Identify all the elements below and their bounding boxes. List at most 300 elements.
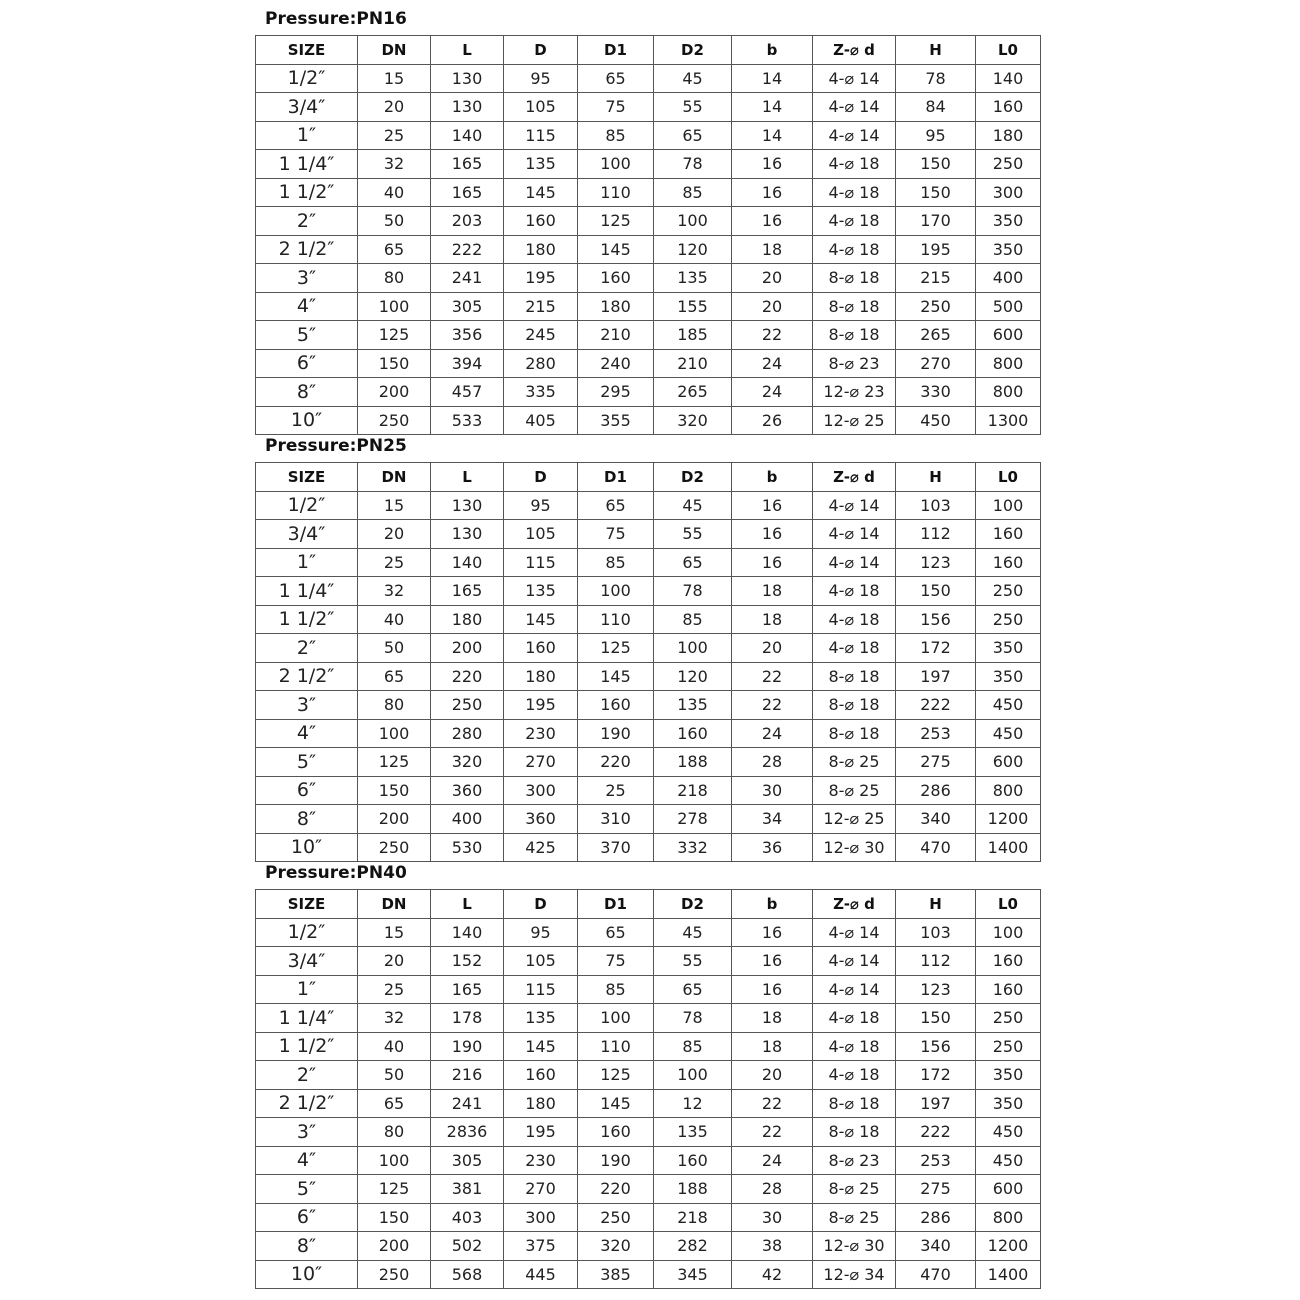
cell-d2: 188 (654, 1175, 732, 1204)
cell-b: 24 (732, 719, 813, 748)
cell-l: 152 (431, 947, 504, 976)
cell-size: 5″ (256, 321, 358, 350)
cell-l0: 1200 (976, 1232, 1041, 1261)
cell-dn: 15 (358, 491, 431, 520)
cell-d1: 160 (578, 691, 654, 720)
column-header-d: D (504, 36, 578, 65)
cell-d2: 185 (654, 321, 732, 350)
table-header-row (256, 463, 1041, 492)
cell-b: 16 (732, 520, 813, 549)
cell-b: 20 (732, 634, 813, 663)
cell-d: 115 (504, 548, 578, 577)
cell-h: 250 (896, 292, 976, 321)
cell-d1: 110 (578, 1032, 654, 1061)
cell-d2: 120 (654, 235, 732, 264)
cell-h: 103 (896, 491, 976, 520)
section-title: Pressure:PN25 (265, 436, 407, 456)
cell-d2: 45 (654, 491, 732, 520)
cell-d2: 100 (654, 207, 732, 236)
column-header-l0: L0 (976, 463, 1041, 492)
cell-l0: 600 (976, 321, 1041, 350)
cell-h: 340 (896, 1232, 976, 1261)
cell-d1: 145 (578, 1089, 654, 1118)
column-header-d2: D2 (654, 463, 732, 492)
cell-h: 156 (896, 1032, 976, 1061)
cell-d1: 145 (578, 662, 654, 691)
column-header-dn: DN (358, 463, 431, 492)
table-row (256, 93, 1041, 122)
cell-size: 8″ (256, 805, 358, 834)
cell-b: 16 (732, 207, 813, 236)
table-row (256, 947, 1041, 976)
cell-size: 4″ (256, 1146, 358, 1175)
table-row (256, 548, 1041, 577)
cell-z-d: 8-⌀ 18 (813, 1089, 896, 1118)
cell-size: 10″ (256, 833, 358, 862)
table-row (256, 918, 1041, 947)
cell-d2: 332 (654, 833, 732, 862)
cell-d2: 55 (654, 520, 732, 549)
cell-d: 195 (504, 691, 578, 720)
cell-z-d: 4-⌀ 14 (813, 121, 896, 150)
cell-dn: 65 (358, 1089, 431, 1118)
cell-l: 530 (431, 833, 504, 862)
cell-z-d: 4-⌀ 14 (813, 918, 896, 947)
table-row (256, 207, 1041, 236)
table-row (256, 150, 1041, 179)
cell-size: 3/4″ (256, 93, 358, 122)
cell-d1: 190 (578, 719, 654, 748)
column-header-d1: D1 (578, 36, 654, 65)
table-row (256, 292, 1041, 321)
cell-z-d: 8-⌀ 18 (813, 321, 896, 350)
cell-h: 286 (896, 1203, 976, 1232)
cell-l: 403 (431, 1203, 504, 1232)
cell-b: 26 (732, 406, 813, 435)
cell-d1: 110 (578, 178, 654, 207)
cell-z-d: 4-⌀ 14 (813, 947, 896, 976)
cell-d: 145 (504, 605, 578, 634)
cell-l: 381 (431, 1175, 504, 1204)
cell-l0: 450 (976, 1146, 1041, 1175)
cell-l0: 800 (976, 349, 1041, 378)
cell-l: 222 (431, 235, 504, 264)
cell-l: 200 (431, 634, 504, 663)
cell-d1: 125 (578, 634, 654, 663)
cell-d2: 78 (654, 577, 732, 606)
table-row (256, 349, 1041, 378)
cell-h: 170 (896, 207, 976, 236)
column-header-b: b (732, 36, 813, 65)
cell-b: 18 (732, 605, 813, 634)
column-header-size: SIZE (256, 36, 358, 65)
column-header-dn: DN (358, 36, 431, 65)
cell-d2: 45 (654, 64, 732, 93)
column-header-z-d: Z-⌀ d (813, 890, 896, 919)
table-row (256, 121, 1041, 150)
cell-b: 20 (732, 292, 813, 321)
cell-size: 6″ (256, 1203, 358, 1232)
cell-dn: 50 (358, 634, 431, 663)
cell-l: 165 (431, 975, 504, 1004)
cell-d: 300 (504, 776, 578, 805)
cell-dn: 20 (358, 520, 431, 549)
cell-l: 140 (431, 918, 504, 947)
column-header-size: SIZE (256, 463, 358, 492)
cell-z-d: 8-⌀ 25 (813, 748, 896, 777)
cell-dn: 125 (358, 748, 431, 777)
cell-l0: 250 (976, 150, 1041, 179)
cell-d2: 155 (654, 292, 732, 321)
cell-d: 135 (504, 577, 578, 606)
cell-h: 215 (896, 264, 976, 293)
cell-size: 3/4″ (256, 947, 358, 976)
cell-d1: 355 (578, 406, 654, 435)
cell-size: 1/2″ (256, 491, 358, 520)
cell-dn: 80 (358, 1118, 431, 1147)
cell-l: 320 (431, 748, 504, 777)
cell-d1: 100 (578, 1004, 654, 1033)
cell-b: 38 (732, 1232, 813, 1261)
cell-d1: 125 (578, 1061, 654, 1090)
cell-h: 253 (896, 1146, 976, 1175)
cell-size: 2 1/2″ (256, 1089, 358, 1118)
cell-l0: 450 (976, 719, 1041, 748)
cell-d1: 25 (578, 776, 654, 805)
cell-dn: 20 (358, 93, 431, 122)
cell-d: 270 (504, 1175, 578, 1204)
cell-l: 130 (431, 520, 504, 549)
cell-l: 190 (431, 1032, 504, 1061)
cell-l0: 1400 (976, 1260, 1041, 1289)
cell-l0: 350 (976, 662, 1041, 691)
table-row (256, 1146, 1041, 1175)
cell-b: 30 (732, 1203, 813, 1232)
cell-h: 84 (896, 93, 976, 122)
column-header-l0: L0 (976, 36, 1041, 65)
cell-h: 172 (896, 634, 976, 663)
cell-b: 28 (732, 1175, 813, 1204)
cell-d: 230 (504, 719, 578, 748)
cell-l: 220 (431, 662, 504, 691)
cell-size: 1″ (256, 121, 358, 150)
cell-d2: 65 (654, 121, 732, 150)
cell-b: 16 (732, 975, 813, 1004)
cell-size: 1 1/2″ (256, 1032, 358, 1061)
cell-z-d: 8-⌀ 25 (813, 1203, 896, 1232)
column-header-z-d: Z-⌀ d (813, 463, 896, 492)
cell-d2: 55 (654, 93, 732, 122)
cell-l0: 350 (976, 235, 1041, 264)
cell-z-d: 8-⌀ 18 (813, 719, 896, 748)
column-header-z-d: Z-⌀ d (813, 36, 896, 65)
cell-d2: 100 (654, 1061, 732, 1090)
column-header-h: H (896, 36, 976, 65)
cell-l0: 350 (976, 1061, 1041, 1090)
cell-d1: 220 (578, 1175, 654, 1204)
cell-b: 36 (732, 833, 813, 862)
cell-z-d: 4-⌀ 18 (813, 577, 896, 606)
cell-h: 150 (896, 577, 976, 606)
cell-size: 1″ (256, 548, 358, 577)
cell-z-d: 12-⌀ 25 (813, 805, 896, 834)
cell-h: 150 (896, 150, 976, 179)
cell-h: 265 (896, 321, 976, 350)
column-header-l0: L0 (976, 890, 1041, 919)
cell-l: 241 (431, 1089, 504, 1118)
cell-d: 105 (504, 947, 578, 976)
cell-b: 24 (732, 349, 813, 378)
cell-b: 18 (732, 577, 813, 606)
table-row (256, 64, 1041, 93)
cell-l: 130 (431, 93, 504, 122)
table-row (256, 1061, 1041, 1090)
cell-b: 18 (732, 1004, 813, 1033)
cell-l0: 180 (976, 121, 1041, 150)
cell-size: 8″ (256, 1232, 358, 1261)
cell-d1: 310 (578, 805, 654, 834)
table-row (256, 520, 1041, 549)
column-header-d: D (504, 890, 578, 919)
cell-h: 470 (896, 1260, 976, 1289)
cell-size: 8″ (256, 378, 358, 407)
cell-d1: 385 (578, 1260, 654, 1289)
cell-dn: 125 (358, 321, 431, 350)
table-row (256, 1232, 1041, 1261)
column-header-d2: D2 (654, 36, 732, 65)
column-header-d: D (504, 463, 578, 492)
cell-d2: 55 (654, 947, 732, 976)
cell-l: 216 (431, 1061, 504, 1090)
cell-dn: 150 (358, 349, 431, 378)
cell-d: 280 (504, 349, 578, 378)
cell-d1: 210 (578, 321, 654, 350)
cell-size: 10″ (256, 1260, 358, 1289)
cell-z-d: 12-⌀ 30 (813, 1232, 896, 1261)
cell-d: 335 (504, 378, 578, 407)
cell-l0: 100 (976, 491, 1041, 520)
column-header-l: L (431, 890, 504, 919)
cell-d2: 160 (654, 719, 732, 748)
cell-l: 250 (431, 691, 504, 720)
cell-l0: 250 (976, 1004, 1041, 1033)
cell-l0: 250 (976, 605, 1041, 634)
cell-l0: 100 (976, 918, 1041, 947)
cell-size: 5″ (256, 1175, 358, 1204)
cell-z-d: 12-⌀ 25 (813, 406, 896, 435)
cell-size: 2 1/2″ (256, 235, 358, 264)
cell-d: 180 (504, 235, 578, 264)
cell-d2: 78 (654, 1004, 732, 1033)
cell-size: 6″ (256, 349, 358, 378)
cell-d1: 65 (578, 491, 654, 520)
column-header-b: b (732, 890, 813, 919)
cell-z-d: 8-⌀ 18 (813, 1118, 896, 1147)
column-header-size: SIZE (256, 890, 358, 919)
cell-d1: 240 (578, 349, 654, 378)
cell-d2: 45 (654, 918, 732, 947)
cell-dn: 250 (358, 1260, 431, 1289)
cell-d1: 295 (578, 378, 654, 407)
cell-size: 1/2″ (256, 64, 358, 93)
cell-size: 3″ (256, 264, 358, 293)
cell-d: 115 (504, 975, 578, 1004)
cell-z-d: 8-⌀ 18 (813, 292, 896, 321)
cell-d2: 85 (654, 605, 732, 634)
cell-d: 445 (504, 1260, 578, 1289)
cell-h: 222 (896, 691, 976, 720)
cell-l0: 450 (976, 691, 1041, 720)
column-header-d1: D1 (578, 463, 654, 492)
cell-l: 356 (431, 321, 504, 350)
cell-d: 300 (504, 1203, 578, 1232)
cell-dn: 80 (358, 264, 431, 293)
cell-d: 195 (504, 264, 578, 293)
cell-d2: 210 (654, 349, 732, 378)
cell-size: 2″ (256, 1061, 358, 1090)
cell-size: 3″ (256, 1118, 358, 1147)
cell-h: 340 (896, 805, 976, 834)
cell-d: 145 (504, 1032, 578, 1061)
cell-l: 457 (431, 378, 504, 407)
cell-z-d: 4-⌀ 14 (813, 975, 896, 1004)
cell-b: 18 (732, 235, 813, 264)
table-row (256, 1089, 1041, 1118)
cell-z-d: 4-⌀ 18 (813, 178, 896, 207)
cell-d2: 160 (654, 1146, 732, 1175)
cell-d: 160 (504, 207, 578, 236)
cell-d1: 180 (578, 292, 654, 321)
cell-l: 165 (431, 178, 504, 207)
cell-dn: 32 (358, 577, 431, 606)
cell-l0: 350 (976, 1089, 1041, 1118)
cell-dn: 15 (358, 64, 431, 93)
cell-size: 4″ (256, 719, 358, 748)
cell-h: 150 (896, 178, 976, 207)
cell-h: 270 (896, 349, 976, 378)
cell-l: 241 (431, 264, 504, 293)
section-title: Pressure:PN16 (265, 9, 407, 29)
cell-size: 3″ (256, 691, 358, 720)
cell-l: 360 (431, 776, 504, 805)
cell-size: 4″ (256, 292, 358, 321)
cell-z-d: 8-⌀ 25 (813, 1175, 896, 1204)
table-header-row (256, 36, 1041, 65)
cell-d2: 218 (654, 776, 732, 805)
table-row (256, 1203, 1041, 1232)
cell-dn: 15 (358, 918, 431, 947)
cell-l: 533 (431, 406, 504, 435)
cell-size: 6″ (256, 776, 358, 805)
cell-d2: 120 (654, 662, 732, 691)
cell-h: 197 (896, 1089, 976, 1118)
cell-dn: 150 (358, 776, 431, 805)
cell-l0: 160 (976, 520, 1041, 549)
cell-h: 123 (896, 975, 976, 1004)
cell-d: 375 (504, 1232, 578, 1261)
cell-d: 405 (504, 406, 578, 435)
cell-d1: 65 (578, 918, 654, 947)
cell-d1: 250 (578, 1203, 654, 1232)
cell-d1: 220 (578, 748, 654, 777)
cell-l: 180 (431, 605, 504, 634)
dimension-table (255, 462, 1041, 862)
cell-z-d: 4-⌀ 18 (813, 605, 896, 634)
cell-dn: 50 (358, 1061, 431, 1090)
cell-l0: 250 (976, 1032, 1041, 1061)
dimension-table (255, 889, 1041, 1289)
table-row (256, 1175, 1041, 1204)
cell-h: 172 (896, 1061, 976, 1090)
cell-l0: 400 (976, 264, 1041, 293)
cell-l: 305 (431, 1146, 504, 1175)
cell-d: 135 (504, 1004, 578, 1033)
cell-h: 222 (896, 1118, 976, 1147)
cell-dn: 200 (358, 805, 431, 834)
cell-d2: 282 (654, 1232, 732, 1261)
cell-h: 78 (896, 64, 976, 93)
cell-l: 178 (431, 1004, 504, 1033)
table-row (256, 378, 1041, 407)
cell-d: 180 (504, 662, 578, 691)
cell-d2: 135 (654, 1118, 732, 1147)
cell-b: 24 (732, 1146, 813, 1175)
cell-d: 360 (504, 805, 578, 834)
cell-h: 112 (896, 520, 976, 549)
cell-d2: 218 (654, 1203, 732, 1232)
cell-l0: 600 (976, 748, 1041, 777)
cell-l0: 1300 (976, 406, 1041, 435)
cell-h: 103 (896, 918, 976, 947)
table-row (256, 748, 1041, 777)
cell-d1: 100 (578, 577, 654, 606)
cell-l0: 250 (976, 577, 1041, 606)
cell-d: 95 (504, 64, 578, 93)
cell-z-d: 12-⌀ 34 (813, 1260, 896, 1289)
cell-b: 14 (732, 121, 813, 150)
cell-d2: 265 (654, 378, 732, 407)
cell-dn: 150 (358, 1203, 431, 1232)
column-header-dn: DN (358, 890, 431, 919)
cell-l0: 450 (976, 1118, 1041, 1147)
cell-d: 145 (504, 178, 578, 207)
cell-dn: 100 (358, 1146, 431, 1175)
cell-dn: 65 (358, 662, 431, 691)
cell-d: 270 (504, 748, 578, 777)
cell-z-d: 4-⌀ 18 (813, 235, 896, 264)
cell-dn: 25 (358, 121, 431, 150)
cell-l0: 160 (976, 947, 1041, 976)
cell-size: 2″ (256, 634, 358, 663)
cell-l: 203 (431, 207, 504, 236)
cell-d1: 110 (578, 605, 654, 634)
cell-l0: 160 (976, 93, 1041, 122)
cell-d: 230 (504, 1146, 578, 1175)
column-header-l: L (431, 36, 504, 65)
cell-size: 1 1/4″ (256, 150, 358, 179)
cell-d2: 345 (654, 1260, 732, 1289)
cell-l0: 600 (976, 1175, 1041, 1204)
cell-h: 112 (896, 947, 976, 976)
cell-dn: 100 (358, 292, 431, 321)
table-row (256, 691, 1041, 720)
cell-z-d: 8-⌀ 23 (813, 1146, 896, 1175)
cell-l: 130 (431, 491, 504, 520)
cell-b: 22 (732, 321, 813, 350)
cell-d1: 65 (578, 64, 654, 93)
cell-b: 14 (732, 93, 813, 122)
cell-dn: 25 (358, 548, 431, 577)
